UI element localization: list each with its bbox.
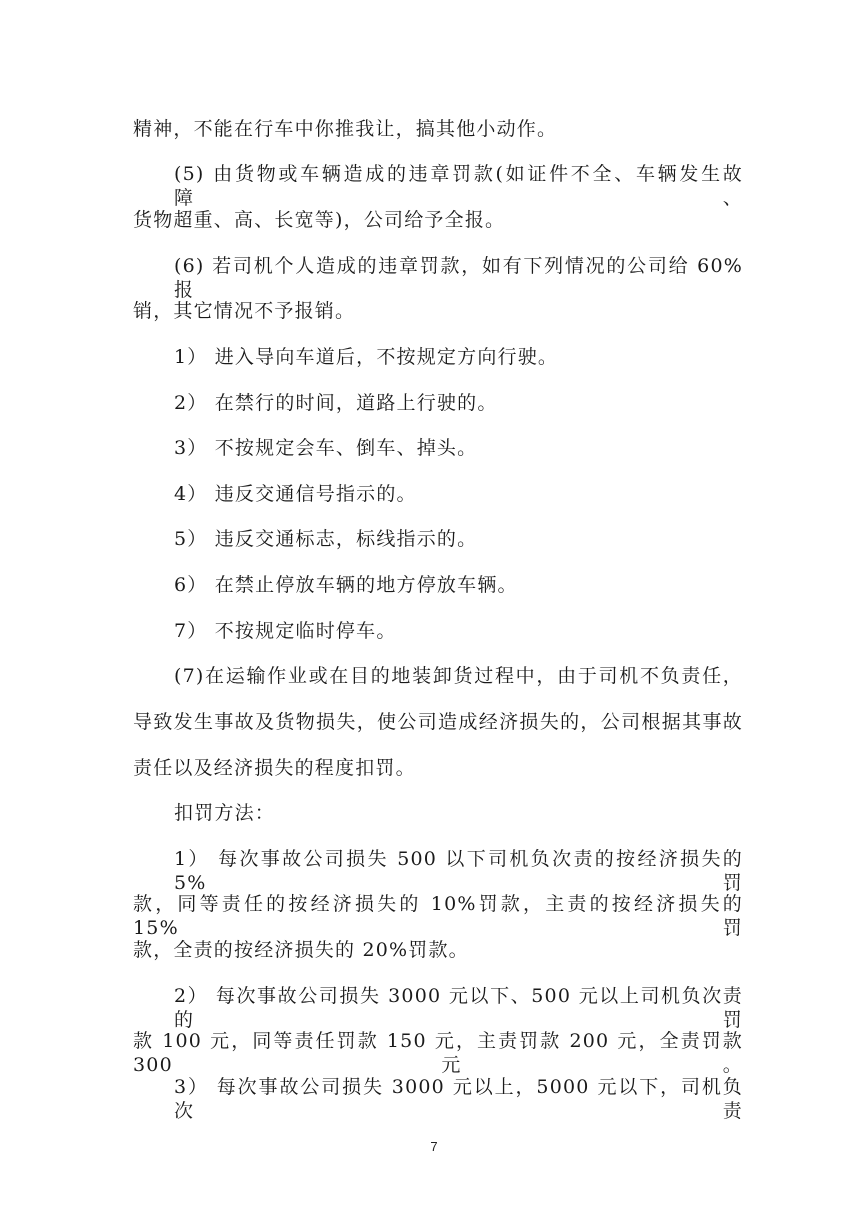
text-line: 精神，不能在行车中你推我让，搞其他小动作。 xyxy=(133,118,558,140)
page-number: 7 xyxy=(430,1139,438,1154)
text-line: 款 100 元，同等责任罚款 150 元，主责罚款 200 元，全责罚款 300 元。 xyxy=(133,1030,743,1076)
text-line: (5) 由货物或车辆造成的违章罚款(如证件不全、车辆发生故障、 xyxy=(174,163,743,209)
list-item: 3） 不按规定会车、倒车、掉头。 xyxy=(174,437,478,459)
text-line: 销，其它情况不予报销。 xyxy=(133,300,356,322)
text-line: 款，全责的按经济损失的 20%罚款。 xyxy=(133,939,469,961)
text-line: 1） 每次事故公司损失 500 以下司机负次责的按经济损失的 5%罚 xyxy=(174,848,743,894)
list-item: 5） 违反交通标志，标线指示的。 xyxy=(174,528,478,550)
list-item: 1） 进入导向车道后，不按规定方向行驶。 xyxy=(174,346,559,368)
text-line: 导致发生事故及货物损失，使公司造成经济损失的，公司根据其事故 xyxy=(133,711,743,733)
text-line: 2） 每次事故公司损失 3000 元以下、500 元以上司机负次责的罚 xyxy=(174,985,743,1031)
text-line: 3） 每次事故公司损失 3000 元以上，5000 元以下，司机负次责 xyxy=(174,1076,743,1122)
text-line: 货物超重、高、长宽等)，公司给予全报。 xyxy=(133,209,506,231)
section-label: 扣罚方法： xyxy=(174,802,276,824)
text-line: (7)在运输作业或在目的地装卸货过程中，由于司机不负责任， xyxy=(174,665,743,687)
text-line: 款，同等责任的按经济损失的 10%罚款，主责的按经济损失的 15%罚 xyxy=(133,893,743,939)
list-item: 6） 在禁止停放车辆的地方停放车辆。 xyxy=(174,574,518,596)
text-line: 责任以及经济损失的程度扣罚。 xyxy=(133,757,416,779)
list-item: 7） 不按规定临时停车。 xyxy=(174,620,397,642)
list-item: 4） 违反交通信号指示的。 xyxy=(174,483,417,505)
list-item: 2） 在禁行的时间，道路上行驶的。 xyxy=(174,392,498,414)
text-line: (6) 若司机个人造成的违章罚款，如有下列情况的公司给 60%报 xyxy=(174,255,743,301)
